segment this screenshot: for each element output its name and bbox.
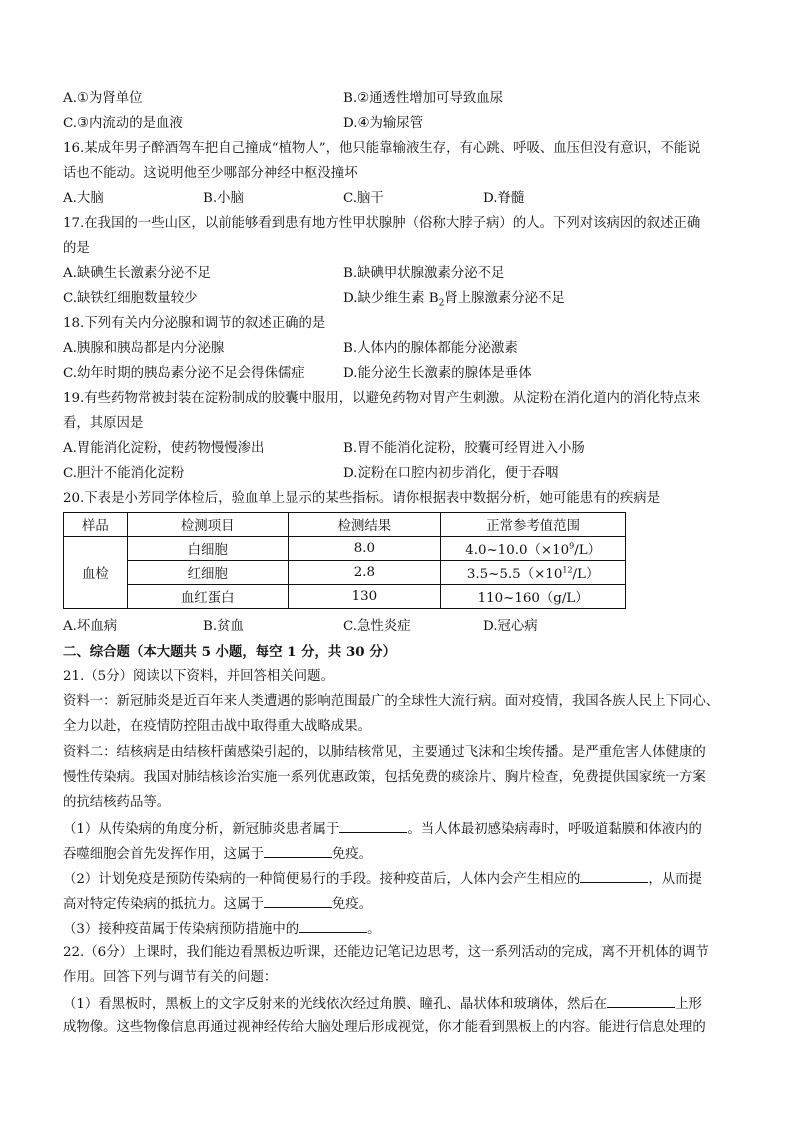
q20-option-d: D.冠心病 [483,619,538,634]
q22-part1-line1: （1）看黑板时，黑板上的文字反射来的光线依次经过角膜、瞳孔、晶状体和玻璃体，然后在 上形 [63,994,702,1014]
q21-part1-line1: （1）从传染病的角度分析，新冠肺炎患者属于 。当人体最初感染病毒时，呼吸道黏膜和体液内的 [63,819,702,839]
q18-option-b: B.人体内的腺体都能分泌激素 [343,341,518,356]
q19-option-c: C.胆汁不能消化淀粉 [63,466,185,481]
q16-option-d: D.脊髓 [483,191,525,206]
answer-blank[interactable] [580,869,648,883]
q16-stem-line2: 话也不能动。这说明他至少哪部分神经中枢没撞坏 [63,166,358,181]
answer-blank[interactable] [264,894,332,908]
table-cell-range: $4.0\sim 10.0(\times 10^9/L)$ [441,537,626,561]
q21-intro: 21.（5分）阅读以下资料，并回答相关问题。 [63,669,334,684]
q15-option-b: B.②通透性增加可导致血尿 [343,91,504,106]
table-row [64,585,626,609]
blood-test-table [63,512,626,609]
answer-blank[interactable] [339,819,407,833]
q19-stem-line2: 看，其原因是 [63,416,144,431]
table-cell-range: 110~160（g/L） [441,585,626,609]
q19-option-a: A.胃能消化淀粉，使药物慢慢渗出 [63,441,265,456]
q18-option-c: C.幼年时期的胰岛素分泌不足会得侏儒症 [63,366,305,381]
table-header-cell: 正常参考值范围 [441,513,626,537]
q21-material2-line2: 慢性传染病。我国对肺结核诊治实施一系列优惠政策，包括免费的痰涂片、胸片检查，免费提供国家统一方案 [63,770,706,785]
q16-option-a: A.大脑 [63,191,104,206]
q15-option-a: A.①为肾单位 [63,91,143,106]
sample-cell: 血检 [64,537,128,609]
table-cell-result: 8.0 [288,537,441,561]
q22-stem-line2: 作用。回答下列与调节有关的问题： [63,970,278,985]
q21-material1-line2: 全力以赴，在疫情防控阻击战中取得重大战略成果。 [63,719,371,734]
q16-option-b: B.小脑 [203,191,244,206]
section-title: 二、综合题（本大题共 5 小题，每空 1 分，共 30 分） [63,644,397,660]
table-header-cell: 检测结果 [288,513,441,537]
q17-option-d: D.缺少维生素 $B_2$肾上腺激素分泌不足 [343,291,565,309]
q20-stem: 20.下表是小芳同学体检后，验血单上显示的某些指标。请你根据表中数据分析，她可能患有的疾病是 [63,491,661,506]
q17-option-a: A.缺碘生长激素分泌不足 [63,266,211,281]
q17-option-c: C.缺铁红细胞数量较少 [63,291,198,306]
q20-option-c: C.急性炎症 [343,619,411,634]
q21-material2-line1: 资料二：结核病是由结核杆菌感染引起的，以肺结核常见，主要通过飞沫和尘埃传播。是严重危害人体健康的 [63,745,706,760]
q18-option-a: A.胰腺和胰岛都是内分泌腺 [63,341,225,356]
q21-material2-line3: 的抗结核药品等。 [63,795,171,810]
q21-part1-line2: 吞噬细胞会首先发挥作用，这属于 免疫。 [63,844,372,864]
q22-stem-line1: 22.（6分）上课时，我们能边看黑板边听课，还能边记笔记边思考，这一系列活动的完成，离不开机体的调节 [63,945,709,960]
q16-option-c: C.脑干 [343,191,384,206]
q20-option-b: B.贫血 [203,619,244,634]
table-header-row [64,513,626,537]
table-header-cell: 检测项目 [127,513,288,537]
q21-part2-line2: 高对特定传染病的抵抗力。这属于 免疫。 [63,894,372,914]
q15-option-d: D.④为输尿管 [343,116,424,131]
q19-stem-line1: 19.有些药物常被封装在淀粉制成的胶囊中服用，以避免药物对胃产生刺激。从淀粉在消化道内的消化特点来 [63,391,701,406]
q15-option-c: C.③内流动的是血液 [63,116,183,131]
q22-part1-line2: 成物像。这些物像信息再通过视神经传给大脑处理后形成视觉，你才能看到黑板上的内容。能进行信息处理的 [63,1020,706,1035]
q18-option-d: D.能分泌生长激素的腺体是垂体 [343,366,532,381]
q17-stem-line1: 17.在我国的一些山区，以前能够看到患有地方性甲状腺肿（俗称大脖子病）的人。下列对该病因的叙述正确 [63,216,701,231]
table-cell-item: 红细胞 [127,561,288,585]
table-cell-item: 血红蛋白 [127,585,288,609]
table-cell-range: $3.5\sim 5.5(\times 10^{12}/L)$ [441,561,626,585]
answer-blank[interactable] [607,994,675,1008]
q21-material1-line1: 资料一：新冠肺炎是近百年来人类遭遇的影响范围最广的全球性大流行病。面对疫情，我国各族人民上下同心、 [63,694,720,709]
table-row [64,561,626,585]
q17-option-b: B.缺碘甲状腺激素分泌不足 [343,266,505,281]
table-cell-result: 2.8 [288,561,441,585]
table-cell-result: 130 [288,585,441,609]
q18-stem: 18.下列有关内分泌腺和调节的叙述正确的是 [63,316,326,331]
q21-part2-line1: （2）计划免疫是预防传染病的一种简便易行的手段。接种疫苗后，人体内会产生相应的 ，从而提 [63,869,702,889]
table-header-cell: 样品 [64,513,128,537]
table-cell-item: 白细胞 [127,537,288,561]
q19-option-b: B.胃不能消化淀粉，胶囊可经胃进入小肠 [343,441,585,456]
q21-part3: （3）接种疫苗属于传染病预防措施中的 。 [63,919,381,939]
q20-option-a: A.坏血病 [63,619,118,634]
answer-blank[interactable] [264,844,332,858]
answer-blank[interactable] [299,919,367,933]
q16-stem-line1: 16.某成年男子醉酒驾车把自己撞成“植物人”，他只能靠输液生存，有心跳、呼吸、血压但没有意识，不能说 [63,141,701,156]
table-row [64,537,626,561]
q17-stem-line2: 的是 [63,241,90,256]
q19-option-d: D.淀粉在口腔内初步消化，便于吞咽 [343,466,559,481]
